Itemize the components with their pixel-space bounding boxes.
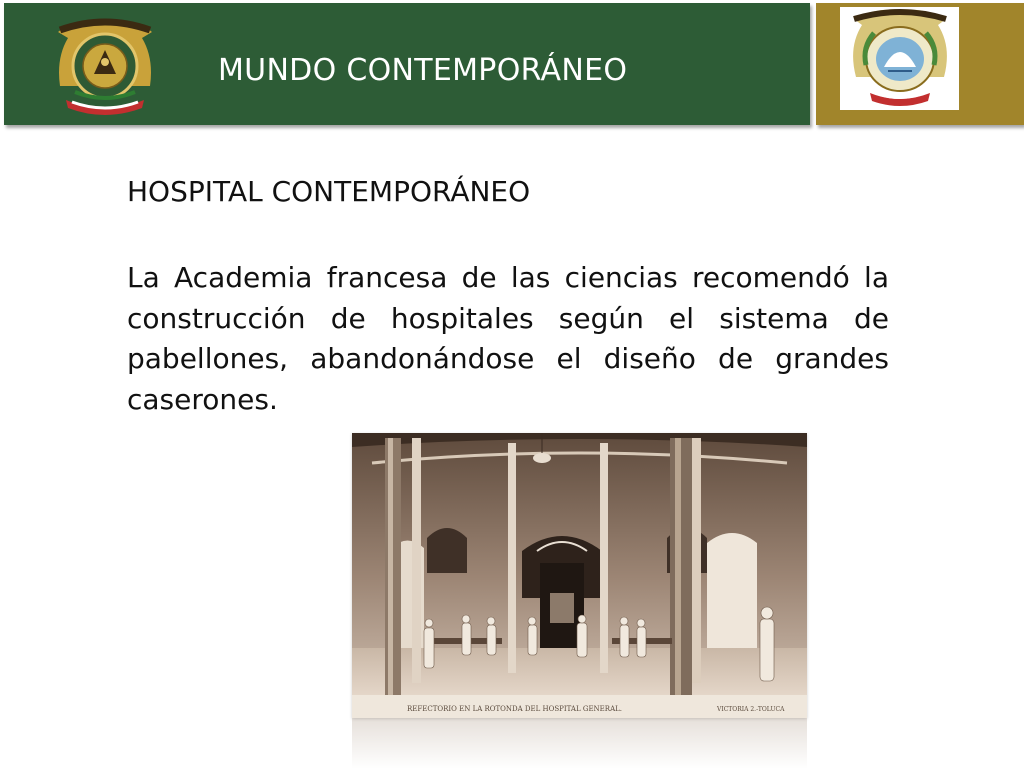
university-crest-icon [50,18,160,118]
photo-caption: REFECTORIO EN LA ROTONDA DEL HOSPITAL GENERAL. [407,705,622,713]
university-seal-icon [840,7,959,110]
slide-heading: HOSPITAL CONTEMPORÁNEO [127,175,531,208]
header-title: MUNDO CONTEMPORÁNEO [218,53,628,88]
slide-paragraph: La Academia francesa de las ciencias recomendó la construcción de hospitales según el sistema de pabellones, abandonándose el diseño de grandes caserones. [127,261,889,416]
photo-reflection [352,718,807,768]
logo-right-box [840,7,959,110]
photo-credit: VICTORIA 2.-TOLUCA [717,706,785,713]
hospital-photo [352,433,807,718]
